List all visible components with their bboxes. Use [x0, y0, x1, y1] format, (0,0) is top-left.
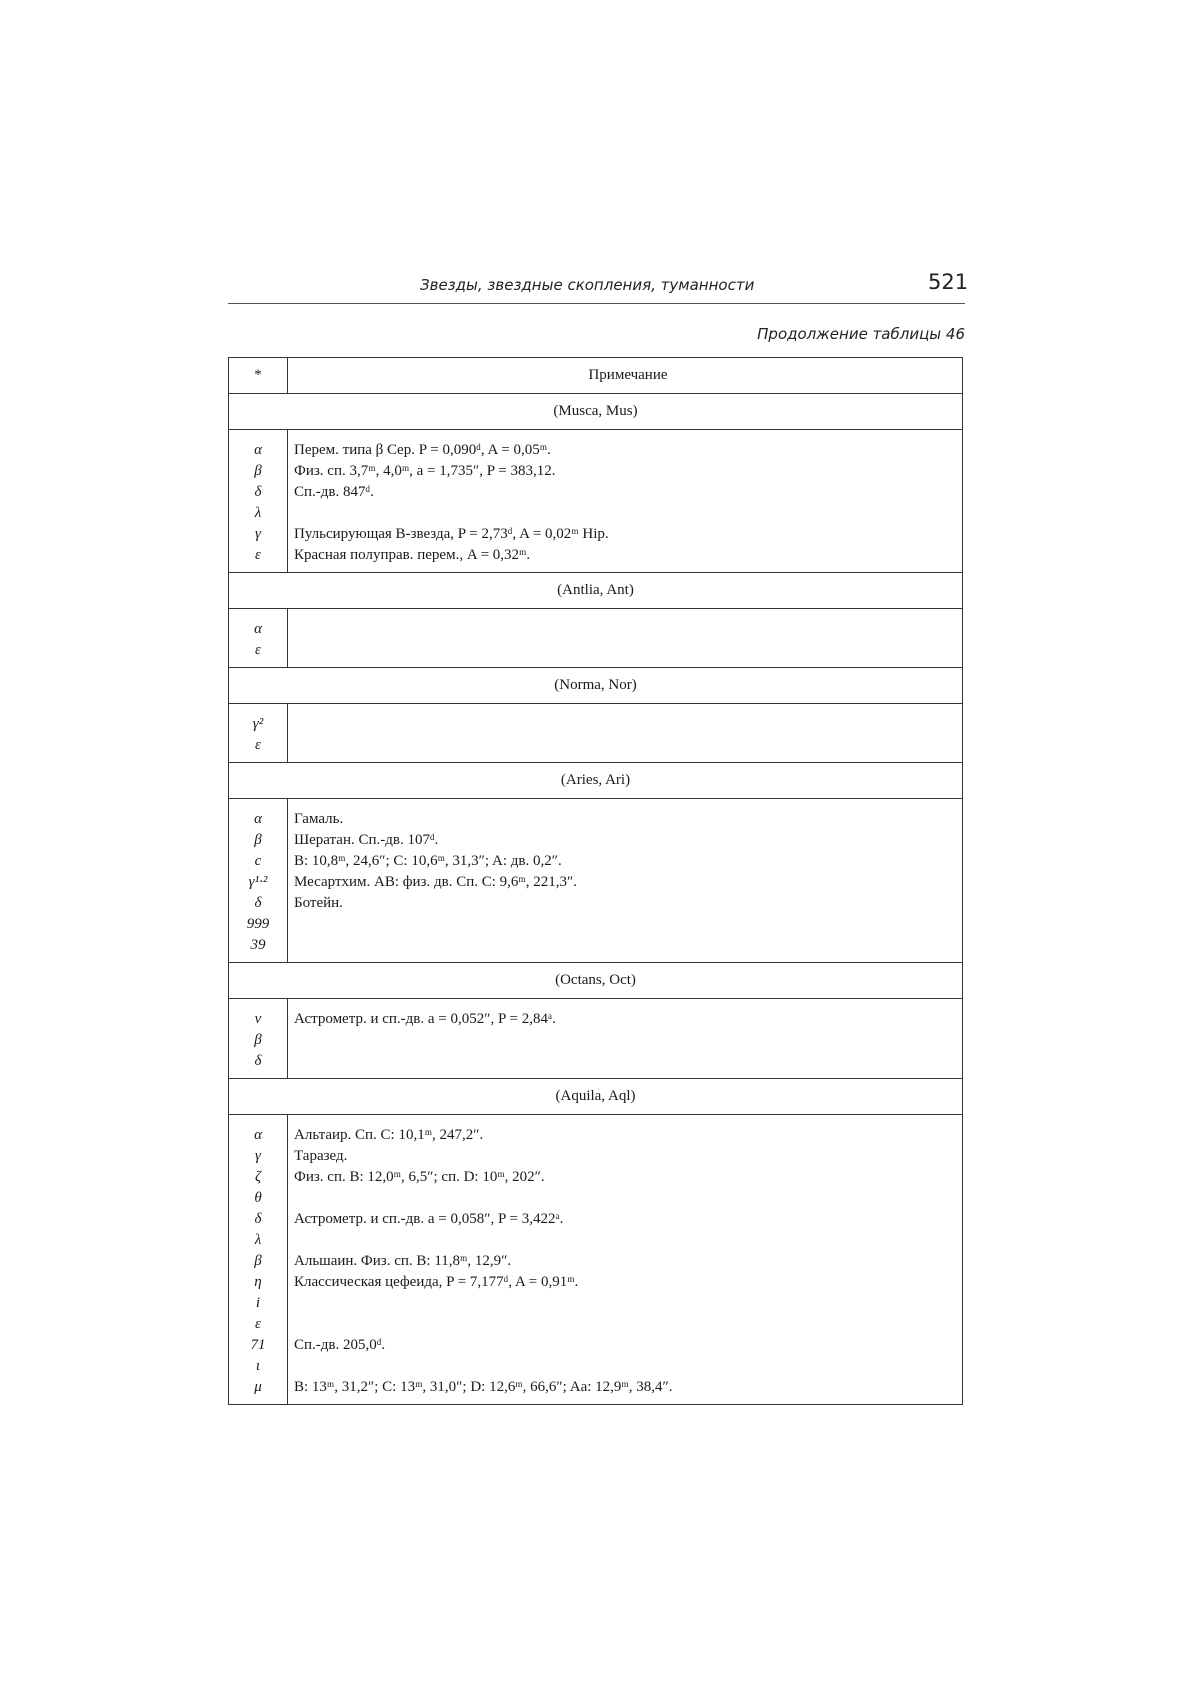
star-note: Пульсирующая B-звезда, P = 2,73ᵈ, A = 0,02ᵐ Hip. [294, 526, 609, 542]
star-note [294, 1051, 962, 1072]
star-note: Альтаир. Сп. C: 10,1ᵐ, 247,2″. [294, 1127, 484, 1143]
star-symbol: δ [254, 1053, 262, 1069]
star-symbol: ε [255, 547, 261, 563]
star-symbol: 71 [250, 1337, 266, 1353]
star-note: Астрометр. и сп.-дв. a = 0,052″, P = 2,84ᵃ. [294, 1011, 556, 1027]
header-rule [228, 303, 965, 304]
running-title: Звезды, звездные скопления, туманности [420, 276, 755, 294]
constellation-heading: (Antlia, Ant) [229, 573, 962, 609]
star-note [294, 735, 962, 756]
star-symbol: ζ [254, 1169, 262, 1185]
note-column [288, 799, 962, 962]
star-note: Сп.-дв. 205,0ᵈ. [294, 1337, 386, 1353]
star-symbol: ι [255, 1358, 261, 1374]
note-column [288, 1115, 962, 1404]
star-symbol: β [254, 463, 262, 479]
star-symbol: γ¹·² [248, 874, 268, 890]
star-symbol: η [254, 1274, 262, 1290]
star-symbol: ν [254, 1011, 262, 1027]
star-note [294, 503, 962, 524]
column-header-note: Примечание [588, 367, 668, 383]
star-symbol: ε [255, 1316, 261, 1332]
star-symbol: δ [254, 895, 262, 911]
table-continuation-caption: Продолжение таблицы 46 [757, 325, 965, 343]
star-symbol: λ [254, 1232, 262, 1248]
star-note [294, 619, 962, 640]
star-symbol: γ² [252, 716, 264, 732]
symbol-column [229, 1115, 288, 1404]
star-note: Физ. сп. B: 12,0ᵐ, 6,5″; сп. D: 10ᵐ, 202″. [294, 1169, 545, 1185]
star-note [294, 914, 962, 935]
star-symbol: ε [255, 642, 261, 658]
constellation-heading: (Aries, Ari) [229, 763, 962, 799]
constellation-rows [229, 999, 962, 1079]
symbol-column [229, 430, 288, 572]
star-note [294, 1188, 962, 1209]
constellation-heading: (Aquila, Aql) [229, 1079, 962, 1115]
star-note [294, 1356, 962, 1377]
star-symbol: α [254, 442, 262, 458]
page-number: 521 [928, 270, 969, 294]
star-symbol: α [254, 1127, 262, 1143]
star-note: B: 10,8ᵐ, 24,6″; C: 10,6ᵐ, 31,3″; A: дв. 0,2″. [294, 853, 562, 869]
star-symbol: θ [254, 1190, 262, 1206]
star-note: Ботейн. [294, 895, 343, 911]
star-note: Альшаин. Физ. сп. B: 11,8ᵐ, 12,9″. [294, 1253, 512, 1269]
star-symbol: 999 [246, 916, 270, 932]
star-symbol: γ [255, 526, 261, 542]
star-note [294, 1030, 962, 1051]
symbol-column [229, 799, 288, 962]
constellation-rows [229, 430, 962, 573]
star-symbol: β [254, 1253, 262, 1269]
star-symbol: μ [254, 1379, 262, 1395]
star-note: Сп.-дв. 847ᵈ. [294, 484, 374, 500]
constellation-heading: (Musca, Mus) [229, 394, 962, 430]
constellation-heading: (Octans, Oct) [229, 963, 962, 999]
star-symbol: α [254, 621, 262, 637]
column-header-symbol: * [229, 358, 288, 393]
star-note: B: 13ᵐ, 31,2″; C: 13ᵐ, 31,0″; D: 12,6ᵐ, 66,6″; Aa: 12,9ᵐ, 38,4″. [294, 1379, 673, 1395]
symbol-column [229, 704, 288, 762]
constellation-rows [229, 704, 962, 763]
star-note [294, 1293, 962, 1314]
star-note [294, 714, 962, 735]
star-note [294, 1314, 962, 1335]
star-note: Красная полуправ. перем., A = 0,32ᵐ. [294, 547, 531, 563]
star-symbol: α [254, 811, 262, 827]
star-note [294, 935, 962, 956]
symbol-column [229, 609, 288, 667]
star-symbol: i [255, 1295, 261, 1311]
star-symbol: δ [254, 1211, 262, 1227]
star-note: Таразед. [294, 1148, 348, 1164]
note-column [288, 999, 962, 1078]
star-note: Месартхим. AB: физ. дв. Сп. C: 9,6ᵐ, 221,3″. [294, 874, 577, 890]
star-symbol: ε [255, 737, 261, 753]
symbol-column [229, 999, 288, 1078]
star-note: Шератан. Сп.-дв. 107ᵈ. [294, 832, 439, 848]
star-symbol: δ [254, 484, 262, 500]
star-note: Гамаль. [294, 811, 344, 827]
star-symbol: 39 [250, 937, 266, 953]
star-note: Перем. типа β Cep. P = 0,090ᵈ, A = 0,05ᵐ. [294, 442, 551, 458]
note-column [288, 704, 962, 762]
star-symbol: γ [255, 1148, 261, 1164]
star-symbol: λ [254, 505, 262, 521]
constellation-rows [229, 609, 962, 668]
constellation-rows [229, 799, 962, 963]
constellation-rows [229, 1115, 962, 1404]
star-notes-table [228, 357, 963, 1405]
star-note [294, 1230, 962, 1251]
star-note: Астрометр. и сп.-дв. a = 0,058″, P = 3,422ᵃ. [294, 1211, 564, 1227]
star-symbol: c [254, 853, 262, 869]
note-column [288, 430, 962, 572]
star-note [294, 640, 962, 661]
star-symbol: β [254, 1032, 262, 1048]
note-column [288, 609, 962, 667]
star-note: Классическая цефеида, P = 7,177ᵈ, A = 0,91ᵐ. [294, 1274, 579, 1290]
constellation-heading: (Norma, Nor) [229, 668, 962, 704]
star-symbol: β [254, 832, 262, 848]
table-header-row [229, 358, 962, 394]
star-note: Физ. сп. 3,7ᵐ, 4,0ᵐ, a = 1,735″, P = 383,12. [294, 463, 556, 479]
